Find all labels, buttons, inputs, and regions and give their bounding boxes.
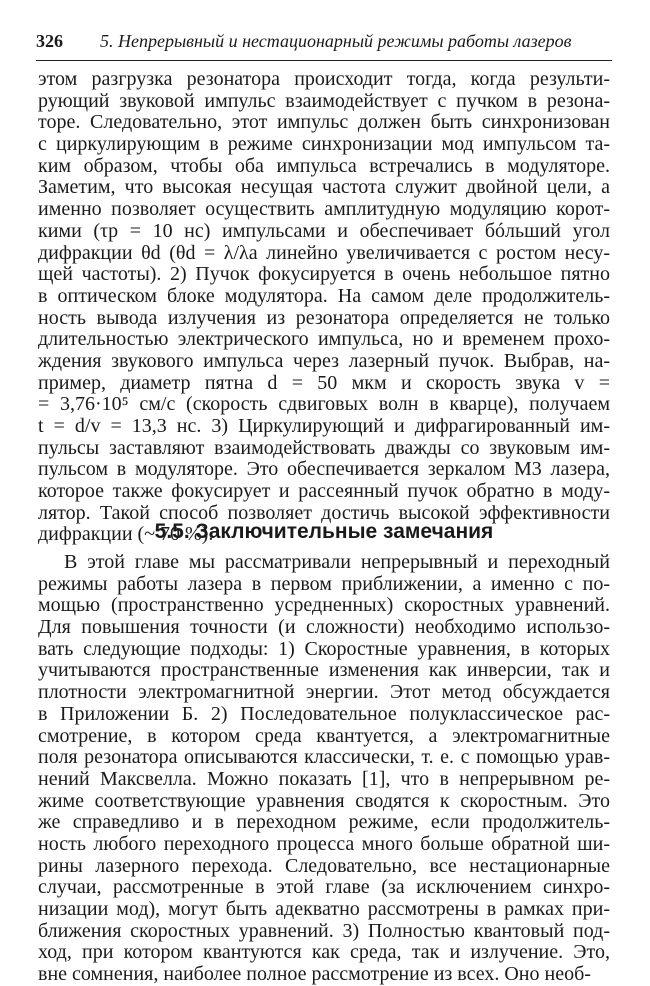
text-line: = 3,76·10⁵ см/с (скорость сдвиговых волн в кварце), получаем: [38, 393, 610, 416]
text-line: случаи, рассмотренные в этой главе (за исключением синхро-: [38, 876, 610, 899]
section-heading: 5.5. Заключительные замечания: [154, 520, 494, 543]
running-title: 5. Непрерывный и нестационарный режимы работы лазеров: [100, 31, 572, 51]
paragraph-acousto-optic: [38, 69, 610, 546]
text-line: торе. Следовательно, этот импульс должен быть синхронизован: [38, 111, 610, 134]
text-line: пример, диаметр пятна d = 50 мкм и скорость звука v =: [38, 371, 610, 394]
page-header: [36, 30, 616, 52]
text-line: плотности электромагнитной энергии. Этот метод обсуждается: [38, 681, 610, 704]
text-line: этом разгрузка резонатора происходит тогда, когда результи-: [38, 68, 610, 90]
text-line: вне сомнения, наиболее полное рассмотрение из всех. Оно необ-: [38, 963, 591, 986]
text-line: длительностью электрического импульса, но и временем прохо-: [38, 328, 610, 351]
text-line: дифракции θd (θd = λ/λa линейно увеличивается с ростом несу-: [38, 241, 610, 264]
text-line: ность любого переходного процесса много больше обратной ши-: [38, 832, 610, 855]
text-line: t = d/v = 13,3 нс. 3) Циркулирующий и дифрагированный им-: [38, 415, 610, 437]
text-line: учитываются пространственные изменения как инверсии, так и: [38, 659, 610, 682]
text-line: смотрение, в котором среда квантуется, а электромагнитные: [38, 724, 610, 747]
text-line: ждения звукового импульса через лазерный пучок. Выбрав, на-: [38, 349, 610, 372]
paragraph-conclusions: [38, 552, 610, 986]
text-line: в Приложении Б. 2) Последовательное полуклассическое рас-: [38, 702, 610, 725]
text-line: дифракции (~ 70 %).: [38, 523, 214, 546]
text-line: которое также фокусирует и рассеянный пучок обратно в моду-: [38, 480, 610, 503]
text-line: ность вывода излучения из резонатора определяется не только: [38, 306, 610, 329]
text-line: ход, при котором квантуются как среда, так и излучение. Это,: [38, 941, 610, 964]
text-line: Для повышения точности (и сложности) необходимо использо-: [38, 616, 610, 639]
text-line: низации мод), могут быть адекватно рассмотрены в рамках при-: [38, 898, 610, 920]
text-line: же справедливо и в переходном режиме, если продолжитель-: [38, 811, 610, 834]
text-line: рины лазерного перехода. Следовательно, все нестационарные: [38, 854, 610, 877]
text-line: пульсом в модуляторе. Это обеспечивается зеркалом M3 лазера,: [38, 458, 610, 481]
text-line: в оптическом блоке модулятора. На самом деле продолжитель-: [38, 284, 610, 307]
text-line: жиме соответствующие уравнения сводятся к скоростным. Это: [38, 789, 610, 812]
text-line: режимы работы лазера в первом приближении, а именно с по-: [38, 572, 610, 595]
text-line: лятор. Такой способ позволяет достичь высокой эффективности: [38, 501, 610, 524]
text-line: поля резонатора описываются классически, т. е. с помощью урав-: [38, 746, 610, 769]
page-number: 326: [36, 31, 63, 51]
text-line: щей частоты). 2) Пучок фокусируется в очень небольшое пятно: [38, 263, 610, 286]
text-line: Заметим, что высокая несущая частота служит двойной цели, а: [38, 176, 610, 199]
text-line: кими (τp = 10 нс) импульсами и обеспечивает бóльший угол: [38, 219, 610, 242]
text-line: рующий звуковой импульс взаимодействует с пучком в резона-: [38, 89, 610, 112]
text-line: именно позволяет осуществить амплитудную модуляцию корот-: [38, 198, 610, 221]
text-line: пульсы заставляют взаимодействовать дважды со звуковым им-: [38, 436, 610, 459]
text-line: В этой главе мы рассматривали непрерывный и переходный: [64, 551, 610, 573]
text-line: нений Максвелла. Можно показать [1], что в непрерывном ре-: [38, 767, 610, 790]
text-line: ближения скоростных уравнений. 3) Полностью квантовый под-: [38, 919, 610, 942]
text-line: ким образом, чтобы оба импульса встречались в модуляторе.: [38, 154, 610, 177]
header-rule: [36, 60, 612, 61]
text-line: с циркулирующим в режиме синхронизации мод импульсом та-: [38, 133, 610, 156]
text-line: вать следующие подходы: 1) Скоростные уравнения, в которых: [38, 637, 610, 660]
text-line: мощью (пространственно усредненных) скоростных уравнений.: [38, 594, 610, 617]
